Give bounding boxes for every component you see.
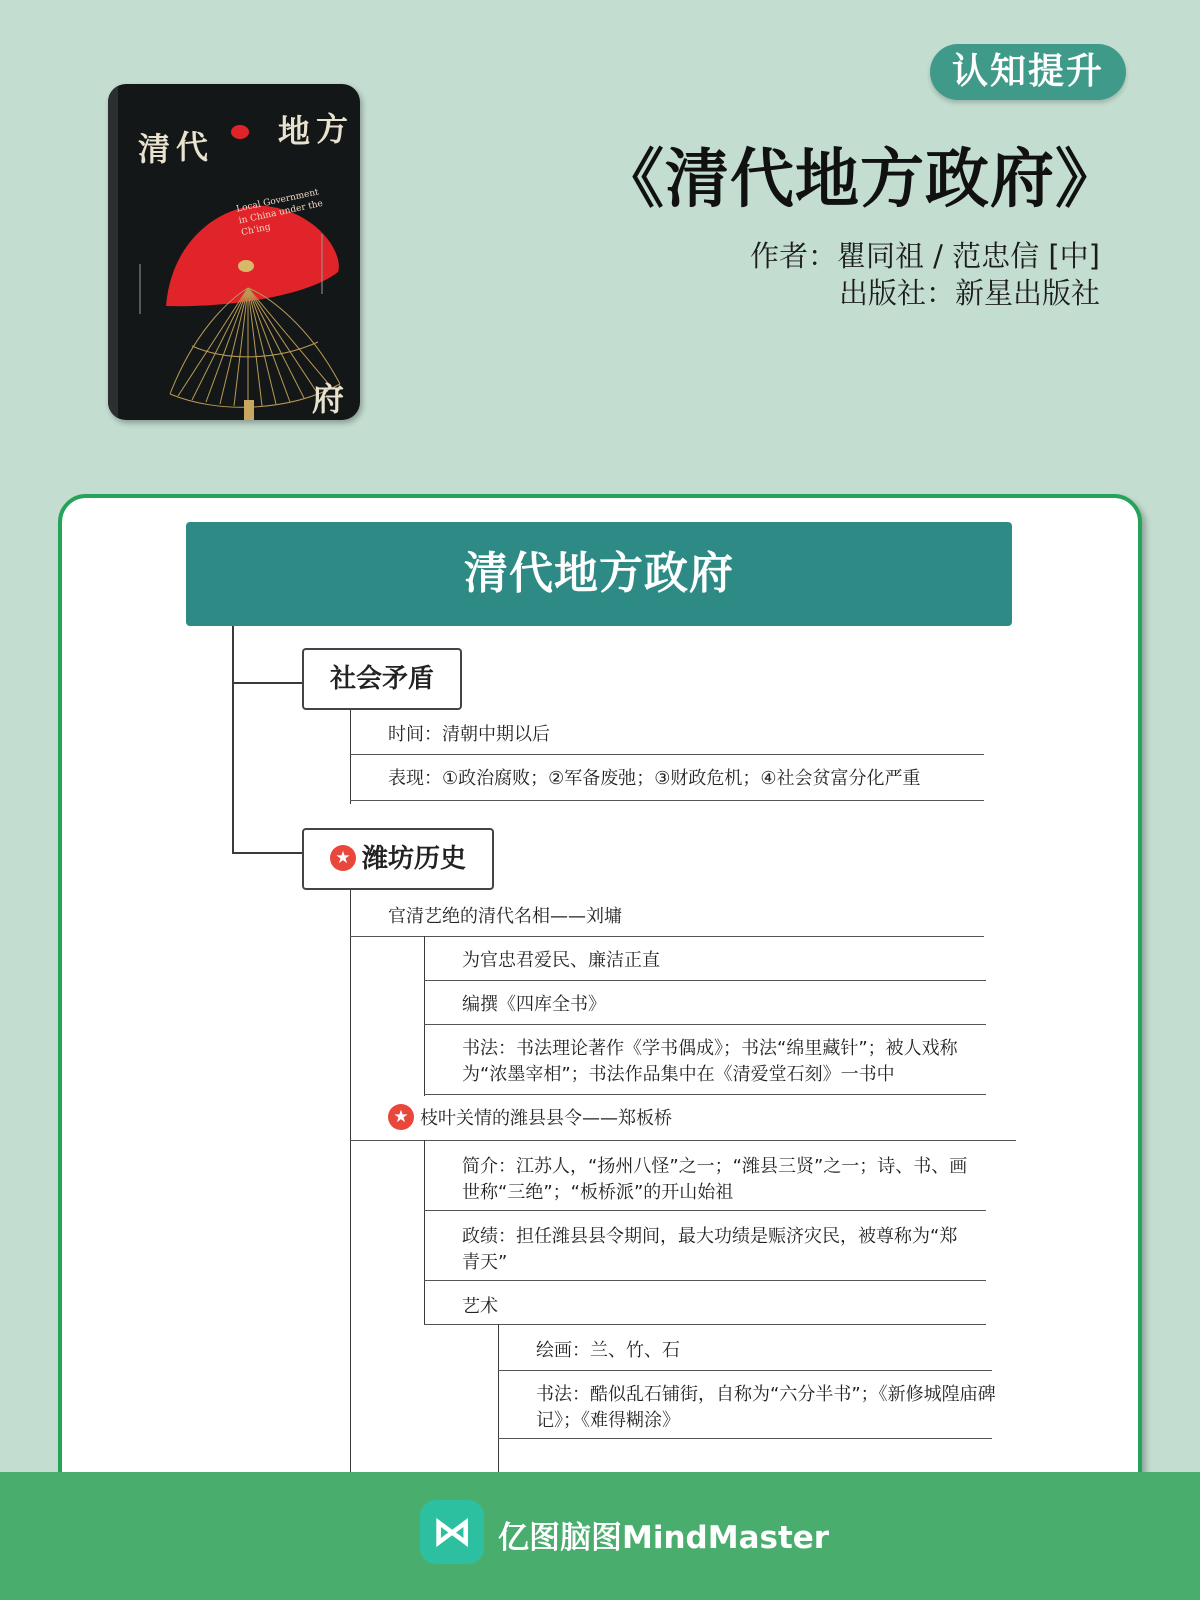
- connector-line: [424, 1024, 986, 1025]
- sub-branch-zheng-banqiao[interactable]: [388, 1106, 672, 1132]
- connector-line: [424, 1094, 986, 1095]
- mindmap-card: [58, 494, 1142, 1600]
- connector-line: [424, 1324, 986, 1325]
- connector-line: [232, 852, 304, 854]
- star-icon: ★: [388, 1104, 414, 1130]
- cover-title-char: 府: [312, 380, 345, 418]
- book-meta: [750, 238, 1100, 312]
- list-item[interactable]: 表现：①政治腐败；②军备废弛；③财政危机；④社会贫富分化严重: [388, 768, 921, 789]
- connector-line: [424, 1280, 986, 1281]
- branch-social-conflict[interactable]: 社会矛盾: [302, 648, 462, 710]
- footer-bar: [0, 1472, 1200, 1600]
- branch-label: 潍坊历史: [362, 844, 467, 874]
- cover-title-char: 地: [278, 112, 311, 150]
- sub-branch-liu-yong[interactable]: 官清艺绝的清代名相——刘墉: [388, 906, 622, 927]
- category-tag: 认知提升: [930, 44, 1126, 100]
- list-item[interactable]: 艺术: [462, 1296, 498, 1317]
- sub-branch-label: 枝叶关情的潍县县令——郑板桥: [420, 1108, 672, 1129]
- connector-line: [350, 754, 984, 755]
- connector-line: [350, 710, 351, 804]
- cover-title-char: 代: [176, 128, 209, 166]
- book-cover: [108, 84, 360, 420]
- author-line: 作者：瞿同祖 / 范忠信 [中]: [749, 239, 1100, 273]
- connector-line: [424, 1140, 425, 1324]
- list-item[interactable]: 为官忠君爱民、廉洁正直: [462, 950, 660, 971]
- publisher-line: 出版社：新星出版社: [838, 276, 1100, 310]
- book-title: 《清代地方政府》: [600, 143, 1120, 217]
- branch-weifang-history[interactable]: [302, 828, 494, 890]
- list-item[interactable]: 编撰《四库全书》: [462, 994, 606, 1015]
- list-item[interactable]: 绘画：兰、竹、石: [536, 1340, 680, 1361]
- connector-line: [498, 1370, 992, 1371]
- cover-title-char: 方: [316, 110, 349, 148]
- connector-line: [350, 800, 984, 801]
- connector-line: [424, 1210, 986, 1211]
- connector-line: [350, 936, 984, 937]
- mindmap-root[interactable]: 清代地方政府: [186, 522, 1012, 626]
- connector-line: [232, 626, 234, 854]
- mindmaster-logo-icon: ⋈: [420, 1500, 484, 1564]
- list-item[interactable]: 简介：江苏人，“扬州八怪”之一；“潍县三贤”之一；诗、书、画世称“三绝”；“板桥派”的开山始祖: [462, 1156, 968, 1203]
- star-icon: ★: [330, 845, 356, 871]
- cover-english-title: Local Government in China under the Ch'ing: [235, 187, 324, 239]
- connector-line: [424, 936, 425, 1096]
- list-item[interactable]: 书法：书法理论著作《学书偶成》；书法“绵里藏针”；被人戏称为“浓墨宰相”；书法作品集中在《清爱堂石刻》一书中: [462, 1038, 958, 1085]
- list-item[interactable]: 时间：清朝中期以后: [388, 724, 550, 745]
- connector-line: [498, 1438, 992, 1439]
- connector-line: [232, 682, 304, 684]
- connector-line: [424, 980, 986, 981]
- cover-title-char: 清: [138, 130, 171, 168]
- connector-line: [350, 1140, 1016, 1141]
- list-item[interactable]: 书法：酷似乱石铺街，自称为“六分半书”；《新修城隍庙碑记》；《难得糊涂》: [536, 1384, 996, 1431]
- brand-name: 亿图脑图MindMaster: [498, 1520, 830, 1556]
- list-item[interactable]: 政绩：担任潍县县令期间，最大功绩是赈济灾民，被尊称为“郑青天”: [462, 1226, 958, 1273]
